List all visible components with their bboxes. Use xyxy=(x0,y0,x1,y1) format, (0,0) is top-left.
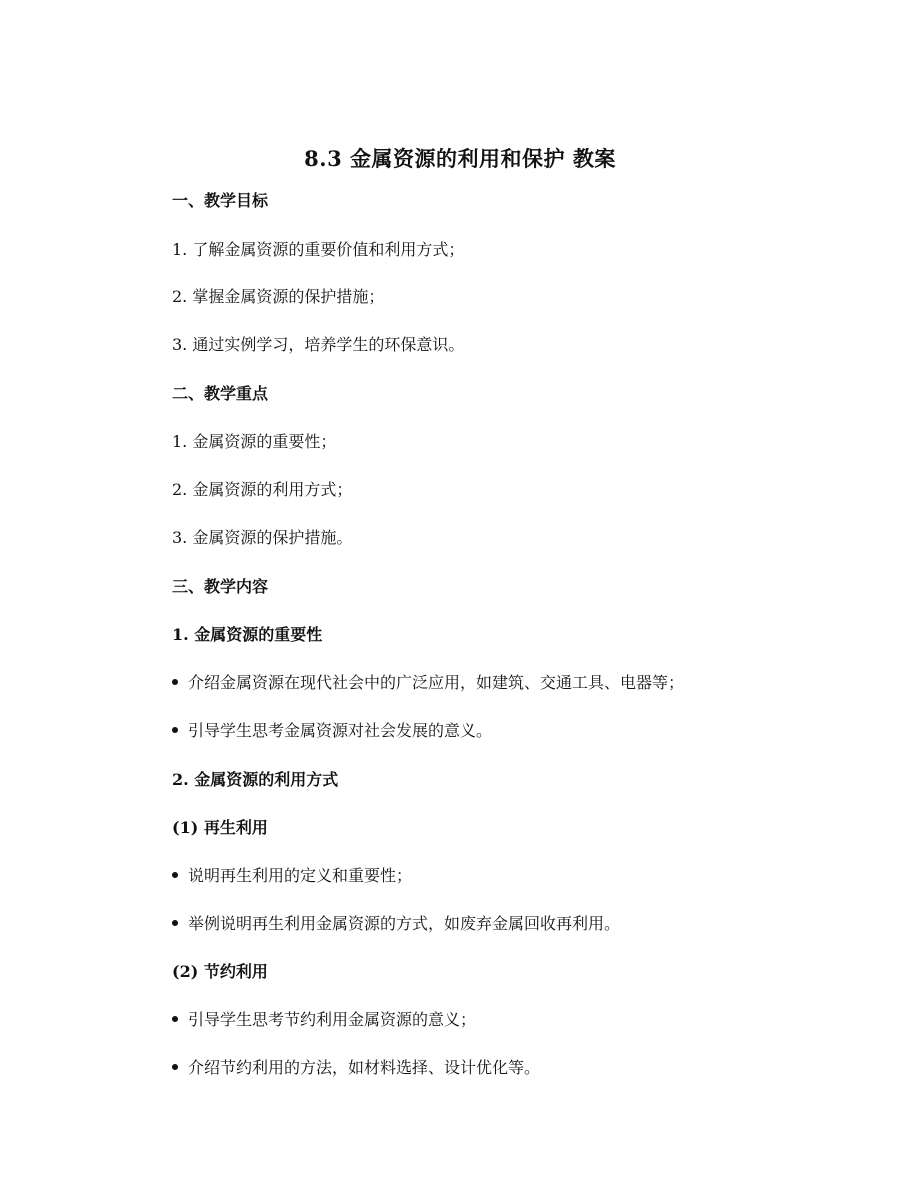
bullet-text: 介绍节约利用的方法，如材料选择、设计优化等。 xyxy=(188,1058,541,1077)
bullet-icon xyxy=(172,1064,178,1070)
part-heading-conservation: (2) 节约利用 xyxy=(172,962,268,981)
bullet-icon xyxy=(172,679,178,685)
subsection-heading-utilization: 2. 金属资源的利用方式 xyxy=(172,770,339,789)
bullet-icon xyxy=(172,727,178,733)
bullet-icon xyxy=(172,1016,178,1022)
bullet-text: 引导学生思考节约利用金属资源的意义； xyxy=(188,1010,477,1029)
section-heading-objectives: 一、教学目标 xyxy=(172,191,269,210)
bullet-item xyxy=(172,720,492,742)
bullet-item xyxy=(172,913,620,935)
section-heading-content: 三、教学内容 xyxy=(172,577,269,596)
part-heading-recycling: (1) 再生利用 xyxy=(172,818,268,837)
list-item: 1. 了解金属资源的重要价值和利用方式； xyxy=(172,240,465,259)
bullet-item xyxy=(172,1057,540,1079)
subsection-heading-importance: 1. 金属资源的重要性 xyxy=(172,625,323,644)
bullet-icon xyxy=(172,920,178,926)
bullet-item xyxy=(172,672,684,694)
bullet-item xyxy=(172,865,412,887)
bullet-text: 引导学生思考金属资源对社会发展的意义。 xyxy=(188,721,493,740)
list-item: 3. 通过实例学习，培养学生的环保意识。 xyxy=(172,335,465,354)
bullet-text: 举例说明再生利用金属资源的方式，如废弃金属回收再利用。 xyxy=(188,914,621,933)
list-item: 1. 金属资源的重要性； xyxy=(172,432,337,451)
bullet-text: 介绍金属资源在现代社会中的广泛应用，如建筑、交通工具、电器等； xyxy=(188,673,685,692)
list-item: 2. 金属资源的利用方式； xyxy=(172,480,353,499)
bullet-icon xyxy=(172,872,178,878)
document-title: 8.3 金属资源的利用和保护 教案 xyxy=(304,146,616,171)
list-item: 3. 金属资源的保护措施。 xyxy=(172,528,353,547)
list-item: 2. 掌握金属资源的保护措施； xyxy=(172,287,385,306)
section-heading-key-points: 二、教学重点 xyxy=(172,384,269,403)
bullet-item xyxy=(172,1009,476,1031)
bullet-text: 说明再生利用的定义和重要性； xyxy=(188,866,413,885)
